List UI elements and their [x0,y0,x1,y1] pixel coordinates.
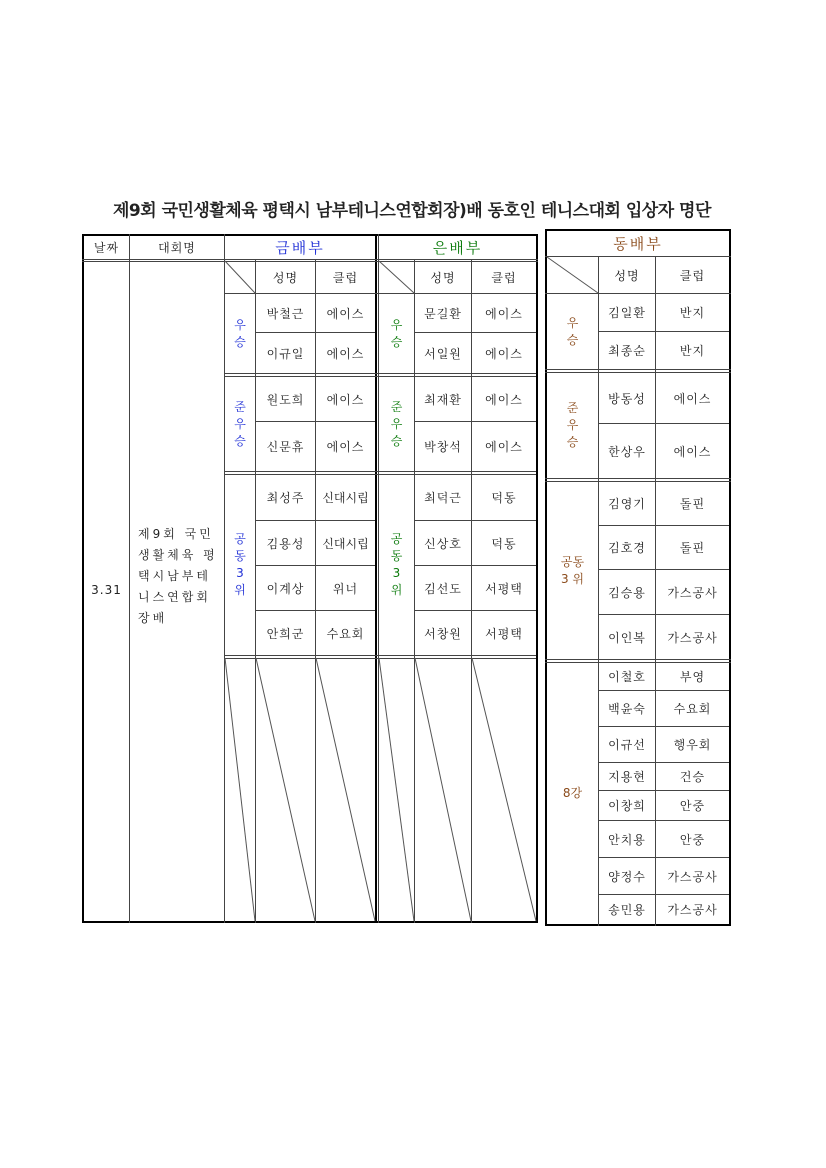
silver-runner-up-name: 최재환 [424,392,462,407]
silver-third-name: 김선도 [424,581,462,596]
gold-runner-up-name: 신문휴 [266,440,305,454]
bronze-eight-club: 건승 [679,770,706,784]
gold-third-name: 최성주 [266,491,305,505]
competition-line: 생활체육 평 [138,548,218,562]
bronze-name-header: 성명 [614,268,640,283]
bronze-eight-club: 행우회 [673,738,712,752]
silver-winner-club: 에이스 [485,346,523,361]
gold-division-header: 금배부 [275,239,325,257]
silver-winner-rank: 우 승 [390,317,403,349]
bronze-runner-up-name: 방동성 [608,391,646,406]
silver-third-club: 덕동 [491,536,517,551]
bronze-third-name: 이인복 [608,630,646,645]
silver-winner-name: 문길환 [424,306,462,321]
bronze-third-club: 돌핀 [679,541,706,555]
bronze-division-header: 동배부 [613,235,663,253]
gold-runner-up-name: 원도희 [266,392,305,407]
bronze-eight-name: 이창희 [608,799,646,813]
bronze-winner-name: 김일환 [608,306,646,320]
competition-line: 니스연합회 [138,590,211,604]
bronze-eight-name: 백윤숙 [608,702,646,716]
silver-name-header: 성명 [430,271,456,285]
bronze-third-name: 김호경 [608,541,646,555]
bronze-winner-club: 반지 [679,306,706,320]
page-title: 제9회 국민생활체육 평택시 남부테니스연합회장)배 동호인 테니스대회 입상자 명단 [113,201,711,221]
bronze-third-club: 가스공사 [667,585,718,600]
gold-third-club: 신대시립 [322,491,369,505]
bronze-runner-up-name: 한상우 [608,444,646,459]
gold-third-rank: 공 동 3 위 [234,532,246,597]
silver-third-name: 최덕근 [424,491,462,505]
gold-winner-name: 박철근 [266,306,305,321]
competition-line: 택시남부테 [138,569,211,583]
gold-third-club: 신대시립 [322,536,369,551]
gold-winner-club: 에이스 [326,346,365,361]
gold-winner-rank: 우 승 [234,317,246,349]
bronze-club-header: 클럽 [679,268,706,283]
bronze-runner-up-rank: 준 우 승 [566,401,579,449]
bronze-winner-club: 반지 [679,344,706,358]
bronze-eight-club: 가스공사 [667,869,718,884]
gold-third-name: 이계상 [266,581,305,596]
gold-third-name: 안희군 [266,626,305,641]
silver-third-name: 신상호 [424,536,462,551]
bronze-eight-name: 이철호 [608,670,646,684]
gold-runner-up-rank: 준 우 승 [234,399,246,448]
bronze-third-rank: 공동 3 위 [560,554,585,586]
silver-third-club: 서평택 [485,581,523,596]
bronze-winner-rank: 우 승 [566,315,579,347]
gold-name-header: 성명 [272,271,299,285]
bronze-runner-up-club: 에이스 [673,391,712,406]
silver-third-club: 덕동 [491,491,517,505]
silver-runner-up-club: 에이스 [485,440,523,454]
bronze-winner-name: 최종순 [608,344,646,358]
bronze-third-club: 가스공사 [667,630,718,645]
gold-third-name: 김용성 [266,536,305,551]
bronze-third-name: 김승용 [608,585,646,600]
bronze-eight-name: 이규선 [608,738,646,752]
silver-runner-up-rank: 준 우 승 [390,399,403,448]
bronze-eight-rank: 8강 [562,786,583,800]
silver-third-club: 서평택 [485,626,523,641]
bronze-eight-club: 안중 [679,832,706,847]
gold-runner-up-club: 에이스 [326,440,365,454]
silver-third-rank: 공 동 3 위 [390,532,403,597]
bronze-eight-name: 지용현 [608,770,646,784]
bronze-eight-club: 안중 [679,799,706,813]
silver-third-name: 서창원 [424,626,462,641]
date-value: 3.31 [91,583,122,597]
competition-line: 제9회 국민 [138,527,214,541]
silver-winner-club: 에이스 [485,306,523,321]
header-date: 날짜 [93,241,120,255]
bronze-runner-up-club: 에이스 [673,444,712,459]
silver-division-header: 은배부 [432,239,483,257]
gold-club-header: 클럽 [332,271,359,285]
gold-third-club: 수요회 [326,626,365,641]
competition-name [138,524,218,629]
gold-runner-up-club: 에이스 [326,392,365,407]
gold-winner-name: 이규일 [266,346,305,361]
bronze-eight-club: 수요회 [673,702,712,716]
bronze-third-name: 김영기 [608,497,646,511]
silver-club-header: 클럽 [491,271,517,285]
silver-winner-name: 서일원 [424,346,462,361]
bronze-eight-name: 양정수 [608,869,646,884]
gold-third-club: 위너 [332,581,359,596]
gold-winner-club: 에이스 [326,306,365,321]
bronze-eight-name: 송민용 [608,903,646,917]
bronze-eight-name: 안치용 [608,832,646,847]
competition-line: 장배 [138,611,168,625]
silver-runner-up-club: 에이스 [485,392,523,407]
header-competition: 대회명 [158,241,196,255]
bronze-eight-club: 부영 [679,670,706,684]
bronze-third-club: 돌핀 [679,497,706,511]
bronze-eight-club: 가스공사 [667,903,718,917]
silver-runner-up-name: 박창석 [424,440,462,454]
